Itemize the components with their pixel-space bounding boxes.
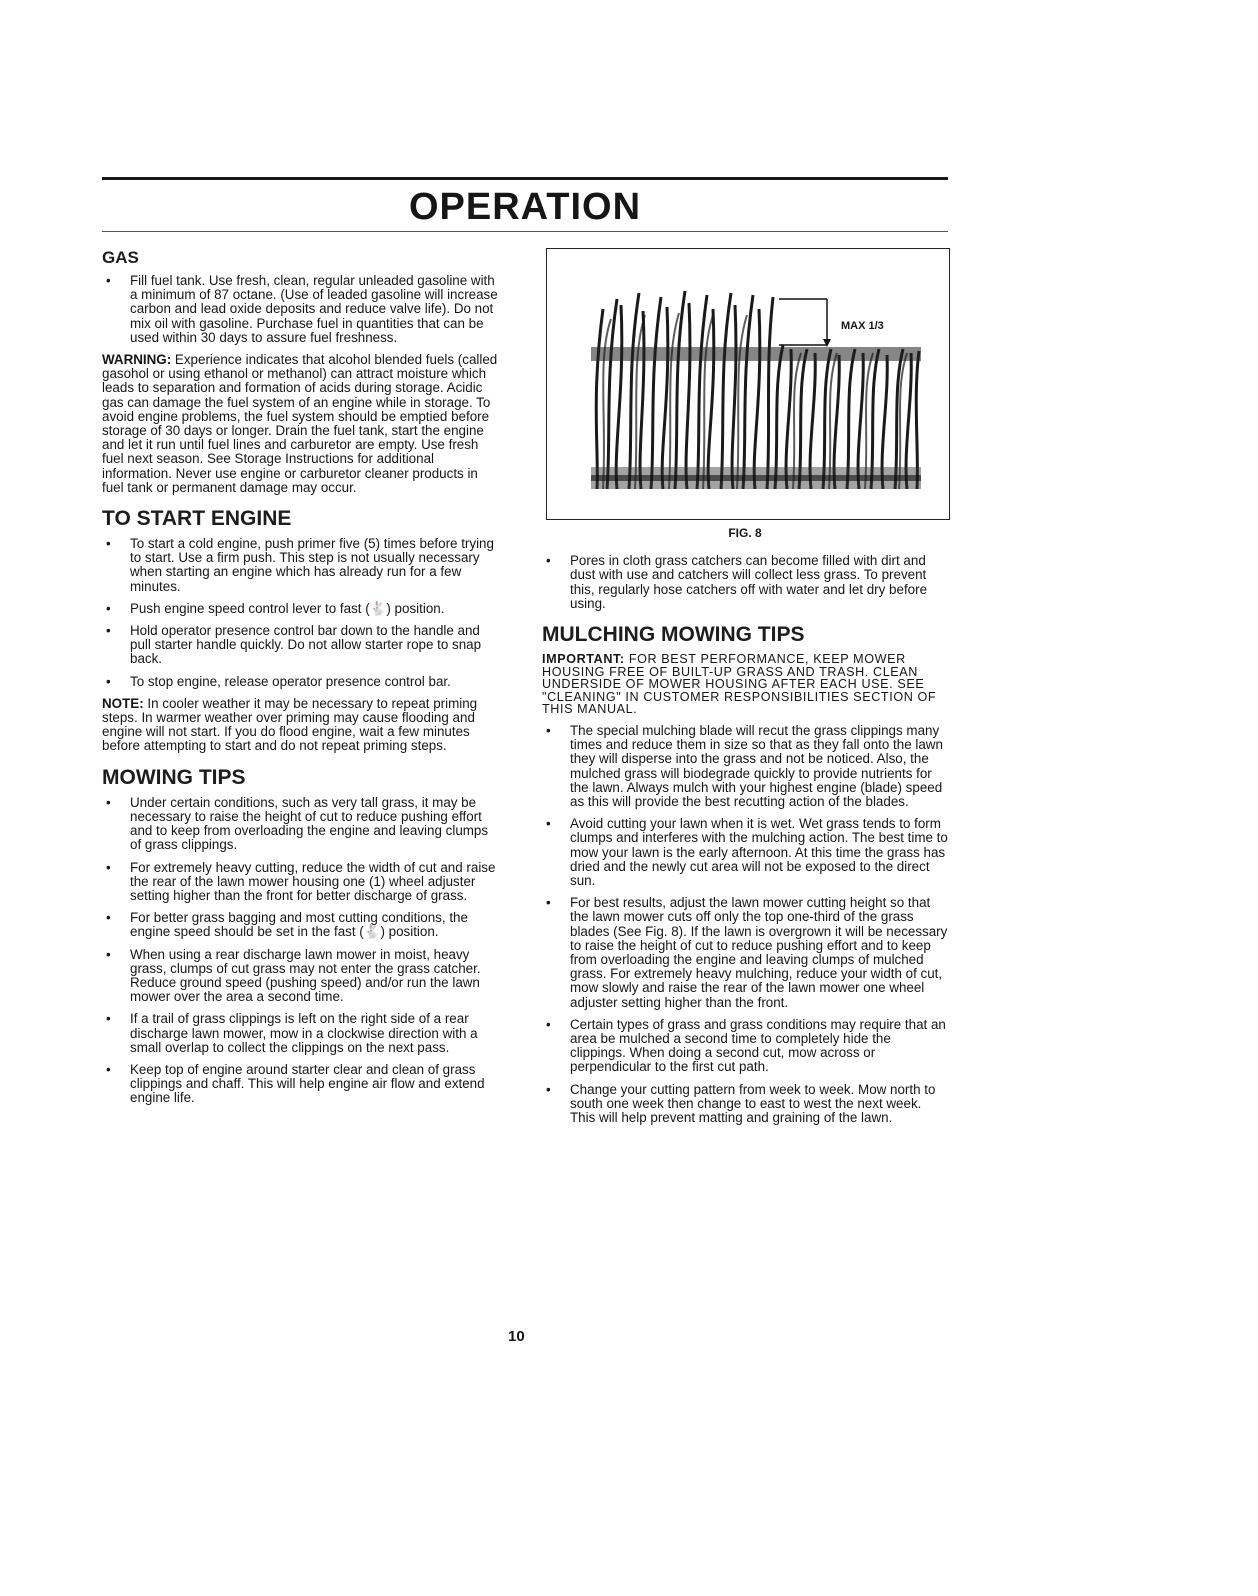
list-item: • Avoid cutting your lawn when it is wet. Wet grass tends to form clumps and interferes with the mulching action. The best time to mow your lawn is the early afternoon. At this time the grass has dried and the newly cut area will not be exposed to the direct sun. [542,817,948,888]
start-engine-list [102,537,502,689]
grass-height-figure [546,248,950,520]
page-title: OPERATION [408,186,642,228]
list-item: • Pores in cloth grass catchers can become filled with dirt and dust with use and catchers will collect less grass. To prevent this, regularly hose catchers off with water and let dry before using. [542,554,948,611]
list-item [102,602,502,616]
gas-list [102,274,502,345]
list-item: • Under certain conditions, such as very tall grass, it may be necessary to raise the height of cut to reduce pushing effort and to keep from overloading the engine and leaving clumps of grass clippings. [102,796,502,853]
mulching-list [542,724,948,1125]
header-rule-top [102,177,948,180]
list-item: • To stop engine, release operator presence control bar. [102,675,502,689]
list-item: • Certain types of grass and grass conditions may require that an area be mulched a second time to completely hide the clippings. When doing a second cut, mow across or perpendicular to the first cut path. [542,1018,948,1075]
start-engine-heading: TO START ENGINE [102,507,292,531]
list-item: • For best results, adjust the lawn mower cutting height so that the lawn mower cuts off only the top one-third of the grass blades (See Fig. 8). If the lawn is overgrown it will be necessary to raise the height of cut to reduce pushing effort and to keep from overloading the engine and leaving clumps of mulched grass. For extremely heavy mulching, reduce your width of cut, mow slowly and raise the rear of the lawn mower one wheel adjuster setting higher than the front. [542,896,948,1010]
important-text: FOR BEST PERFORMANCE, KEEP MOWER HOUSING FREE OF BUILT-UP GRASS AND TRASH. CLEAN UNDERSIDE OF MOWER HOUSING AFTER EACH USE. SEE "CLEANING" IN CUSTOMER RESPONSIBILITIES SECTION OF THIS MANUAL. [542,652,937,717]
mowing-tips-heading: MOWING TIPS [102,765,246,789]
rabbit-fast-icon: 🐇 [369,600,387,616]
list-item: • To start a cold engine, push primer five (5) times before trying to start. Use a firm push. This step is not usually necessary when starting an engine which has already run for a few minutes. [102,537,502,594]
list-item: • Fill fuel tank. Use fresh, clean, regular unleaded gasoline with a minimum of 87 octane. (Use of leaded gasoline will increase carbon and lead oxide deposits and reduce valve life). Do not mix oil with gasoline. Purchase fuel in quantities that can be used within 30 days to assure fuel freshness. [102,274,502,345]
mulching-heading: MULCHING MOWING TIPS [542,623,805,647]
list-item-text: Push engine speed control lever to fast ( [130,600,370,616]
gas-heading: GAS [102,248,139,267]
list-item-text: For better grass bagging and most cutting conditions, the engine speed should be set in the fast ( [130,910,468,940]
important-paragraph [542,653,948,716]
list-item: • For extremely heavy cutting, reduce the width of cut and raise the rear of the lawn mower housing one (1) wheel adjuster setting higher than the front for better discharge of grass. [102,861,502,904]
page-number: 10 [508,1328,525,1345]
list-item-text: ) position. [380,924,439,940]
list-item: • If a trail of grass clippings is left on the right side of a rear discharge lawn mower, mow in a clockwise direction with a small overlap to collect the clippings on the next pass. [102,1012,502,1055]
list-item-text: ) position. [386,600,445,616]
warning-text: Experience indicates that alcohol blended fuels (called gasohol or using ethanol or methanol) can attract moisture which leads to separation and formation of acids during storage. Acidic gas can damage the fuel system of an engine while in storage. To avoid engine problems, the fuel system should be emptied before storage of 30 days or longer. Drain the fuel tank, start the engine and let it run until fuel lines and carburetor are empty. Use fresh fuel next season. See Storage Instructions for additional information. Never use engine or carburetor cleaner products in fuel tank or permanent damage may occur. [102,352,498,495]
note-label: NOTE: [102,695,144,711]
list-item: • Keep top of engine around starter clear and clean of grass clippings and chaff. This will help engine air flow and extend engine life. [102,1063,502,1106]
warning-label: WARNING: [102,352,172,368]
rabbit-fast-icon: 🐇 [363,924,381,940]
max-third-label: MAX 1/3 [841,320,884,332]
important-label: IMPORTANT: [542,652,625,667]
right-column [542,248,948,1133]
list-item: • Hold operator presence control bar down to the handle and pull starter handle quickly. Do not allow starter rope to snap back. [102,624,502,667]
list-item: • The special mulching blade will recut the grass clippings many times and reduce them in size so that as they fall onto the lawn they will disperse into the grass and not be noticed. Also, the mulched grass will biodegrade quickly to provide nutrients for the lawn. Always mulch with your highest engine (blade) speed as this will provide the best recutting action of the blades. [542,724,948,809]
note-paragraph [102,697,502,754]
list-item [102,911,502,939]
note-text: In cooler weather it may be necessary to repeat priming steps. In warmer weather over priming may cause flooding and engine will not start. If you do flood engine, wait a few minutes before attempting to start and do not repeat priming steps. [102,695,478,754]
list-item: • When using a rear discharge lawn mower in moist, heavy grass, clumps of cut grass may not enter the grass catcher. Reduce ground speed (pushing speed) and/or run the lawn mower over the area a second time. [102,948,502,1005]
catcher-list [542,554,948,611]
list-item: • Change your cutting pattern from week to week. Mow north to south one week then change to east to west the next week. This will help prevent matting and graining of the lawn. [542,1083,948,1126]
grass-illustration [547,249,949,519]
header-rule-bottom [102,231,948,232]
left-column [102,248,502,1114]
mowing-tips-list [102,796,502,1106]
figure-caption: FIG. 8 [728,526,762,540]
warning-paragraph [102,353,502,495]
